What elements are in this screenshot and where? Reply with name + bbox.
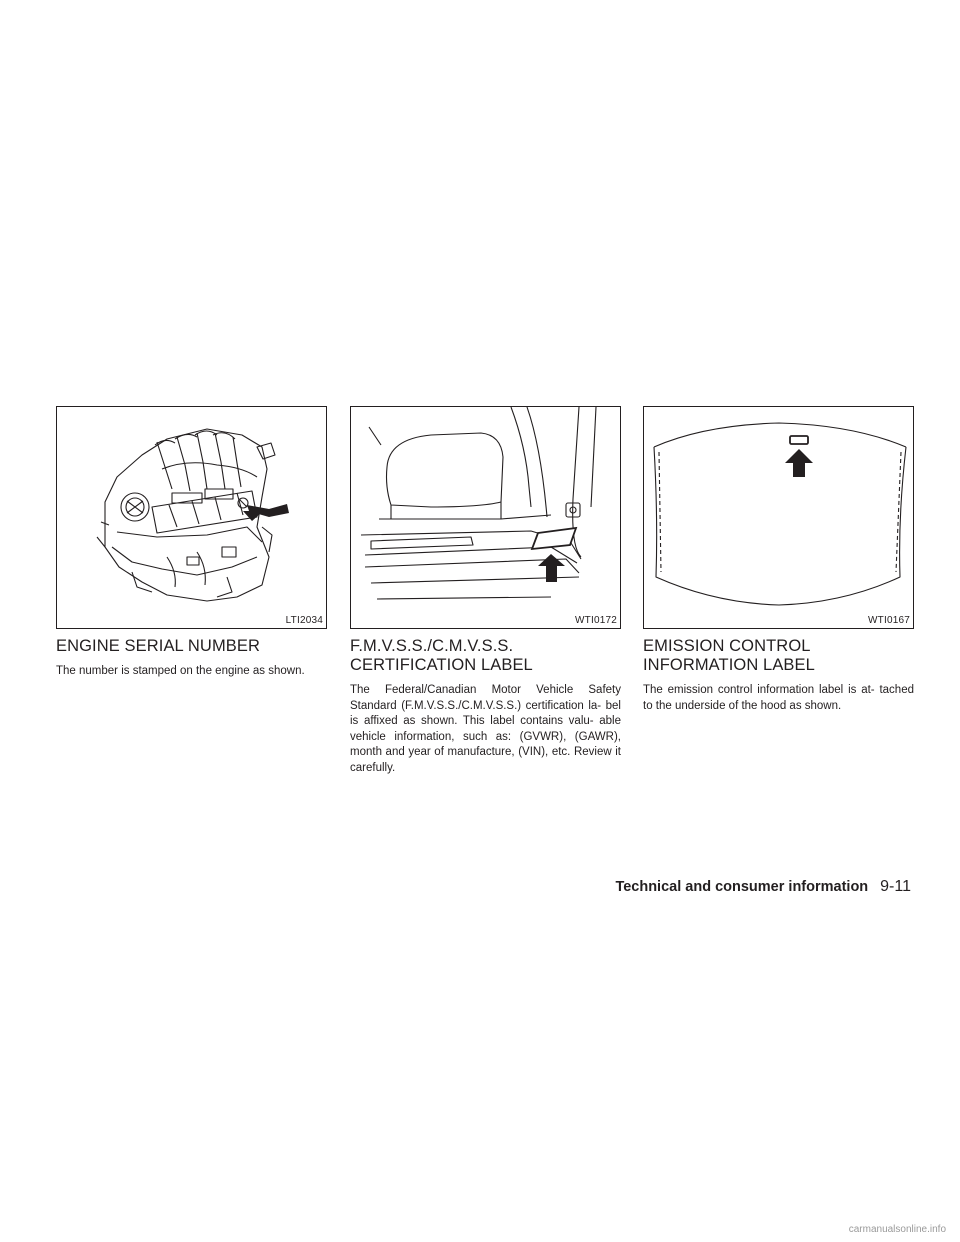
section-heading: [350, 637, 621, 675]
section-emission-control-label: [643, 406, 914, 714]
heading-line: INFORMATION LABEL: [643, 656, 815, 674]
footer-section-title: Technical and consumer information: [615, 879, 869, 895]
figure-code: WTI0172: [575, 615, 617, 626]
watermark[interactable]: carmanualsonline.info: [848, 1224, 946, 1235]
heading-line: EMISSION CONTROL: [643, 637, 811, 655]
heading-line: ENGINE SERIAL NUMBER: [56, 637, 261, 655]
hood-illustration: [644, 407, 913, 628]
engine-illustration: [57, 407, 326, 628]
page-number: 9-11: [880, 878, 911, 895]
section-body: The Federal/Canadian Motor Vehicle Safety Standard (F.M.V.S.S./C.M.V.S.S.) certification la- bel is affixed as shown. This label contains valu- able vehicle information, such as: (GVWR), (GAWR), month and year of manufacture, (VIN), etc. Review it carefully.: [350, 684, 621, 774]
section-certification-label: [350, 406, 621, 777]
door-sill-illustration: [351, 407, 620, 628]
heading-line: F.M.V.S.S./C.M.V.S.S.: [350, 637, 514, 655]
section-engine-serial-number: [56, 406, 327, 680]
page-footer: [615, 878, 911, 896]
figure-code: LTI2034: [285, 615, 323, 626]
section-body: The number is stamped on the engine as shown.: [56, 665, 305, 677]
section-heading: [56, 637, 327, 656]
figure-door-sill: [350, 406, 621, 629]
figure-hood: [643, 406, 914, 629]
figure-code: WTI0167: [868, 615, 910, 626]
figure-engine: [56, 406, 327, 629]
heading-line: CERTIFICATION LABEL: [350, 656, 533, 674]
section-heading: [643, 637, 914, 675]
section-body: The emission control information label is at- tached to the underside of the hood as shown.: [643, 684, 914, 712]
